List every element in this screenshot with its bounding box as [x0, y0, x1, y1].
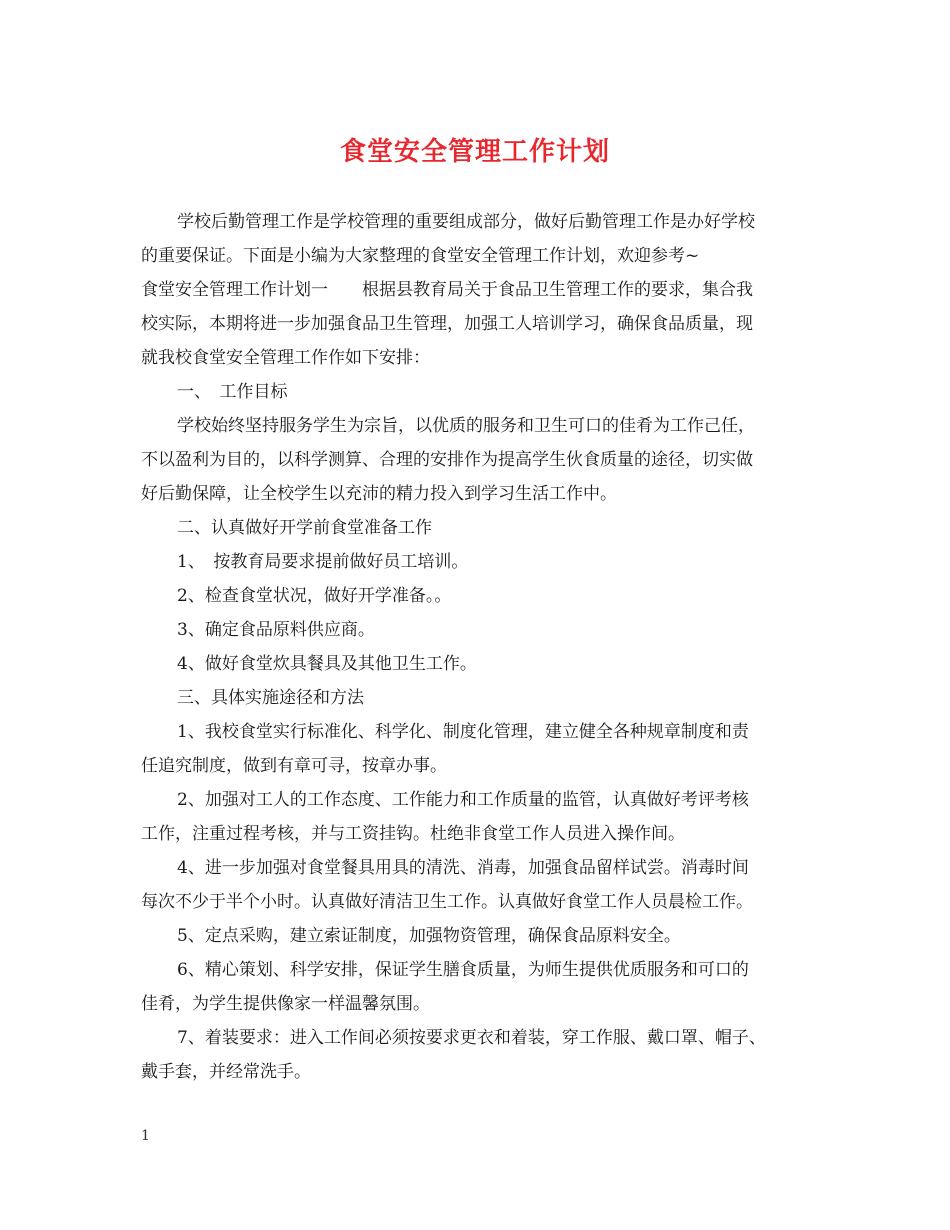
text-line: 2、加强对工人的工作态度、工作能力和工作质量的监管，认真做好考评考核: [177, 790, 749, 810]
document-title: 食堂安全管理工作计划: [339, 137, 610, 167]
text-line: 戴手套，并经常洗手。: [141, 1062, 311, 1082]
document-body: [141, 205, 831, 1089]
text-line: 3、确定食品原料供应商。: [177, 620, 375, 640]
text-line: 每次不少于半个小时。认真做好清洁卫生工作。认真做好食堂工作人员晨检工作。: [141, 892, 753, 912]
text-line: 任追究制度，做到有章可寻，按章办事。: [141, 756, 447, 776]
text-line: 2、检查食堂状况，做好开学准备。。: [177, 586, 452, 606]
text-line: 就我校食堂安全管理工作作如下安排：: [141, 348, 430, 368]
text-line: 4、进一步加强对食堂餐具用具的清洗、消毒，加强食品留样试尝。消毒时间: [177, 858, 749, 878]
text-line: 佳肴，为学生提供像家一样温馨氛围。: [141, 994, 430, 1014]
text-line: 7、着装要求：进入工作间必须按要求更衣和着装，穿工作服、戴口罩、帽子、: [177, 1028, 766, 1048]
text-line: 一、 工作目标: [177, 382, 288, 402]
text-line: 好后勤保障，让全校学生以充沛的精力投入到学习生活工作中。: [141, 484, 617, 504]
text-line: 二、认真做好开学前食堂准备工作: [177, 518, 432, 538]
text-line: 6、精心策划、科学安排，保证学生膳食质量，为师生提供优质服务和可口的: [177, 960, 749, 980]
text-line: 的重要保证。下面是小编为大家整理的食堂安全管理工作计划，欢迎参考~: [141, 246, 700, 266]
text-line: 5、定点采购，建立索证制度，加强物资管理，确保食品原料安全。: [177, 926, 681, 946]
text-line: 食堂安全管理工作计划一 根据县教育局关于食品卫生管理工作的要求，集合我: [141, 280, 753, 300]
text-line: 1、我校食堂实行标准化、科学化、制度化管理，建立健全各种规章制度和责: [177, 722, 749, 742]
text-line: 校实际，本期将进一步加强食品卫生管理，加强工人培训学习，确保食品质量，现: [141, 314, 753, 334]
text-line: 1、 按教育局要求提前做好员工培训。: [177, 552, 469, 572]
text-line: 不以盈利为目的，以科学测算、合理的安排作为提高学生伙食质量的途径，切实做: [141, 450, 753, 470]
page-number: 1: [141, 1128, 150, 1144]
text-line: 学校始终坚持服务学生为宗旨，以优质的服务和卫生可口的佳肴为工作己任，: [177, 416, 755, 436]
text-line: 三、具体实施途径和方法: [177, 688, 364, 708]
text-line: 工作，注重过程考核，并与工资挂钩。杜绝非食堂工作人员进入操作间。: [141, 824, 685, 844]
text-line: 学校后勤管理工作是学校管理的重要组成部分，做好后勤管理工作是办好学校: [177, 212, 755, 232]
text-line: 4、做好食堂炊具餐具及其他卫生工作。: [177, 654, 477, 674]
